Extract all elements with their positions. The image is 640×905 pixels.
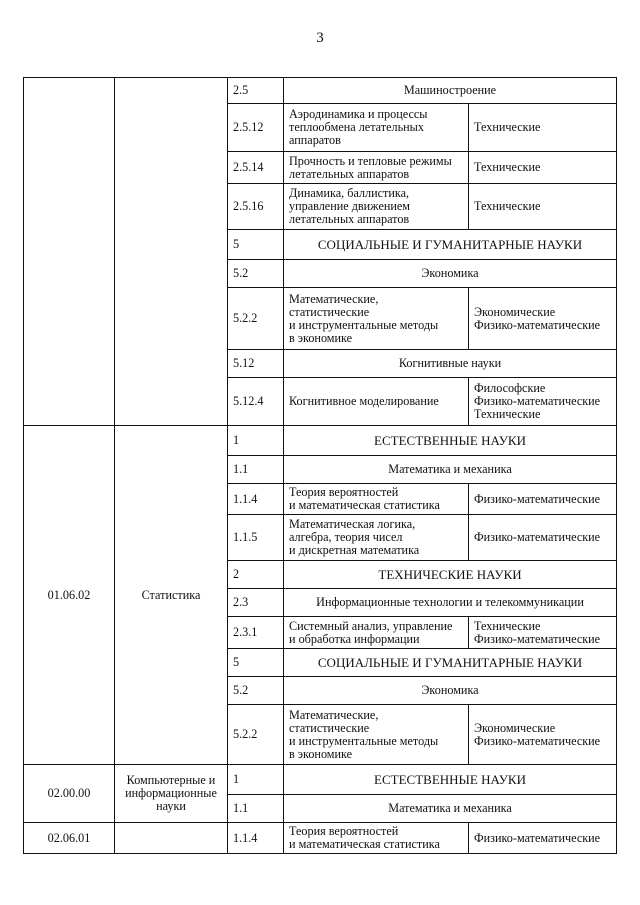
row-code: 1 (228, 426, 284, 456)
row-code: 1.1.5 (228, 515, 284, 561)
specialty-name: Системный анализ, управление и обработка информации (284, 617, 469, 649)
row-code: 2.5.14 (228, 152, 284, 184)
specialty-name: Прочность и тепловые режимы летательных аппаратов (284, 152, 469, 184)
row-code: 1 (228, 765, 284, 795)
science-category: Технические Физико-математические (469, 617, 617, 649)
section-title: СОЦИАЛЬНЫЕ И ГУМАНИТАРНЫЕ НАУКИ (284, 649, 617, 677)
science-category: Физико-математические (469, 484, 617, 515)
section-title: СОЦИАЛЬНЫЕ И ГУМАНИТАРНЫЕ НАУКИ (284, 230, 617, 260)
row-code: 5 (228, 649, 284, 677)
section-title: Экономика (284, 677, 617, 705)
page-number: 3 (316, 30, 324, 46)
specialty-name: Аэродинамика и процессы теплообмена летательных аппаратов (284, 104, 469, 152)
section-title: Когнитивные науки (284, 350, 617, 378)
section-title: ТЕХНИЧЕСКИЕ НАУКИ (284, 561, 617, 589)
specialty-name: Теория вероятностей и математическая статистика (284, 823, 469, 854)
specialty-name: Математические, статистические и инструментальные методы в экономике (284, 705, 469, 765)
science-category: Технические (469, 152, 617, 184)
specialty-name: Когнитивное моделирование (284, 378, 469, 426)
group-code-cell: 02.00.00 (24, 765, 115, 823)
section-title: Информационные технологии и телекоммуникации (284, 589, 617, 617)
specialty-name: Математическая логика, алгебра, теория чисел и дискретная математика (284, 515, 469, 561)
row-code: 2.5 (228, 78, 284, 104)
section-title: Машиностроение (284, 78, 617, 104)
group-code-cell (24, 78, 115, 426)
science-category: Философские Физико-математические Технические (469, 378, 617, 426)
row-code: 5.12.4 (228, 378, 284, 426)
group-name-cell (115, 823, 228, 854)
row-code: 2.5.12 (228, 104, 284, 152)
group-code-cell: 01.06.02 (24, 426, 115, 765)
group-name-cell: Компьютерные и информационные науки (115, 765, 228, 823)
specialty-name: Теория вероятностей и математическая статистика (284, 484, 469, 515)
row-code: 5.2 (228, 260, 284, 288)
row-code: 1.1 (228, 456, 284, 484)
row-code: 1.1 (228, 795, 284, 823)
science-category: Физико-математические (469, 823, 617, 854)
specialty-name: Динамика, баллистика, управление движением летательных аппаратов (284, 184, 469, 230)
row-code: 2.3.1 (228, 617, 284, 649)
row-code: 1.1.4 (228, 823, 284, 854)
row-code: 2.3 (228, 589, 284, 617)
table-row (24, 765, 617, 795)
group-name-cell: Статистика (115, 426, 228, 765)
science-category: Экономические Физико-математические (469, 288, 617, 350)
section-title: ЕСТЕСТВЕННЫЕ НАУКИ (284, 426, 617, 456)
science-category: Экономические Физико-математические (469, 705, 617, 765)
row-code: 2 (228, 561, 284, 589)
section-title: Математика и механика (284, 795, 617, 823)
row-code: 5.2.2 (228, 705, 284, 765)
section-title: ЕСТЕСТВЕННЫЕ НАУКИ (284, 765, 617, 795)
science-category: Физико-математические (469, 515, 617, 561)
section-title: Экономика (284, 260, 617, 288)
group-name-cell (115, 78, 228, 426)
table-row (24, 823, 617, 854)
row-code: 1.1.4 (228, 484, 284, 515)
science-category: Технические (469, 104, 617, 152)
row-code: 5.2 (228, 677, 284, 705)
row-code: 5.12 (228, 350, 284, 378)
specialty-name: Математические, статистические и инструментальные методы в экономике (284, 288, 469, 350)
row-code: 5 (228, 230, 284, 260)
table-row (24, 426, 617, 456)
section-title: Математика и механика (284, 456, 617, 484)
table-row (24, 78, 617, 104)
specialty-table (23, 77, 617, 854)
science-category: Технические (469, 184, 617, 230)
group-code-cell: 02.06.01 (24, 823, 115, 854)
row-code: 2.5.16 (228, 184, 284, 230)
row-code: 5.2.2 (228, 288, 284, 350)
